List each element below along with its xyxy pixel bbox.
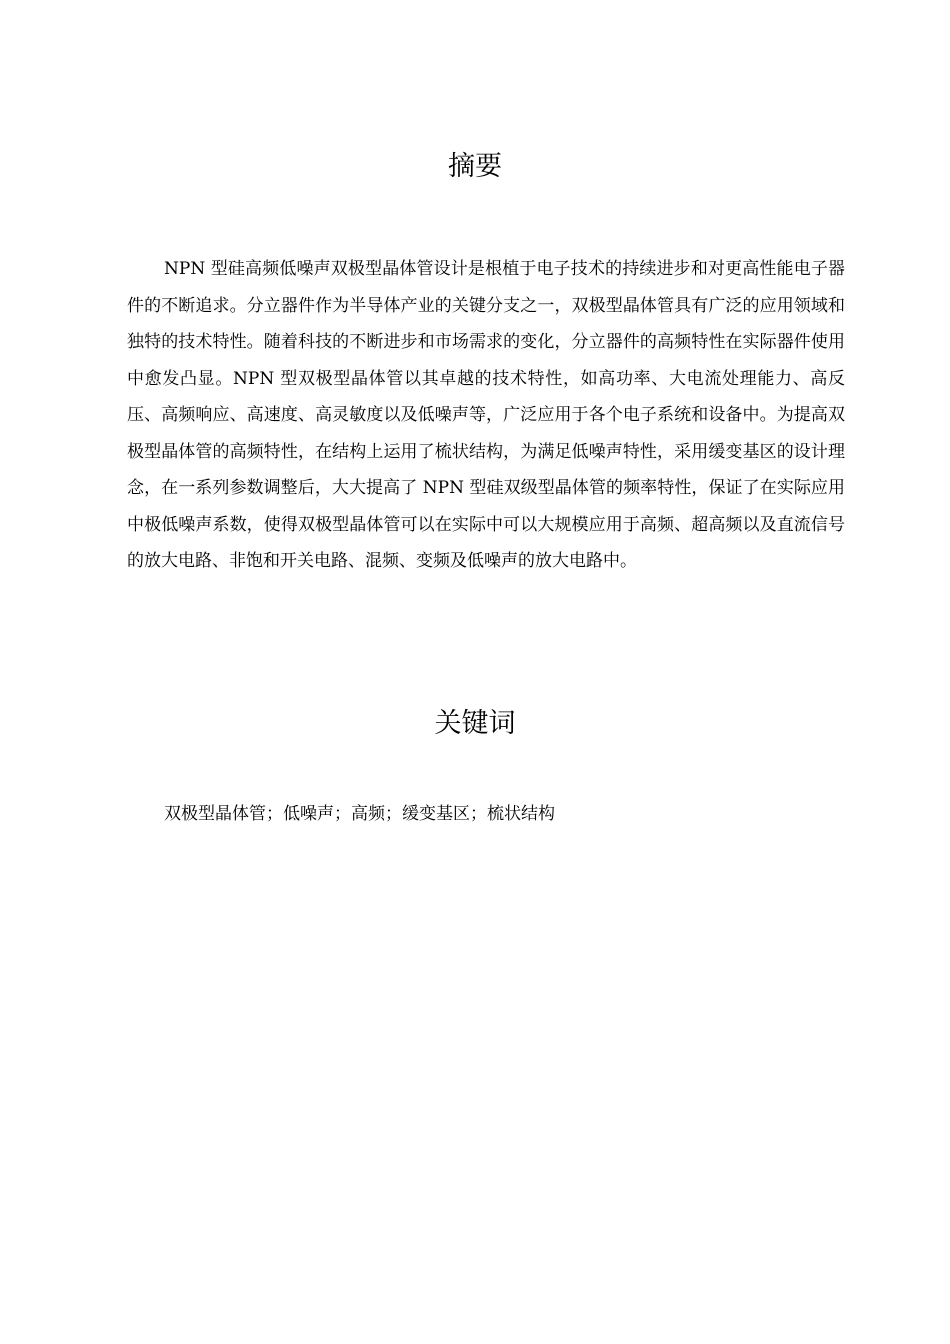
abstract-heading: 摘要 (448, 151, 502, 182)
keywords-list: 双极型晶体管；低噪声；高频；缓变基区；梳状结构 (164, 804, 555, 824)
keywords-heading: 关键词 (434, 708, 516, 739)
abstract-paragraph: NPN 型硅高频低噪声双极型晶体管设计是根植于电子技术的持续进步和对更高性能电子器件的不断追求。分立器件作为半导体产业的关键分支之一，双极型晶体管具有广泛的应用领域和独特的技术特性。随着科技的不断进步和市场需求的变化，分立器件的高频特性在实际器件使用中愈发凸显。NPN 型双极型晶体管以其卓越的技术特性，如高功率、大电流处理能力、高反压、高频响应、高速度、高灵敏度以及低噪声等，广泛应用于各个电子系统和设备中。为提高双极型晶体管的高频特性，在结构上运用了梳状结构，为满足低噪声特性，采用缓变基区的设计理念，在一系列参数调整后，大大提高了 NPN 型硅双级型晶体管的频率特性，保证了在实际应用中极低噪声系数，使得双极型晶体管可以在实际中可以大规模应用于高频、超高频以及直流信号的放大电路、非饱和开关电路、混频、变频及低噪声的放大电路中。 (127, 259, 845, 571)
